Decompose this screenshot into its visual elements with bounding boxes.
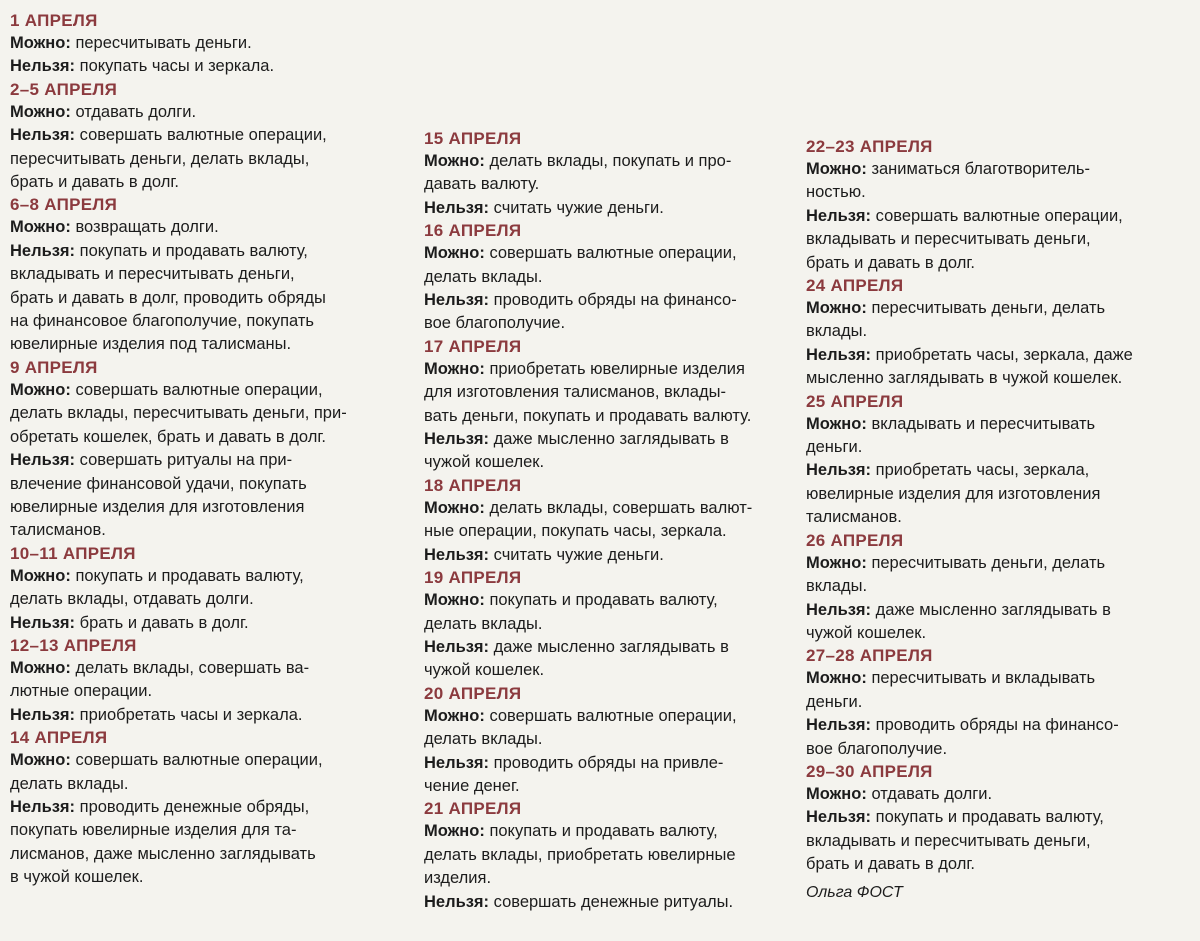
line-text: делать вклады, совершать ва- [75, 658, 310, 677]
line-text: отдавать долги. [871, 784, 993, 803]
forbidden-line [806, 483, 1170, 506]
line-text: покупать и продавать валюту, [79, 241, 308, 260]
author-signature: Ольга ФОСТ [806, 883, 903, 901]
forbidden-line [806, 344, 1170, 367]
allowed-line [806, 552, 1170, 575]
date-heading: 2–5 АПРЕЛЯ [10, 79, 118, 99]
date-entry [10, 543, 402, 635]
forbidden-line [10, 519, 402, 542]
date-entry [424, 475, 784, 567]
date-heading: 12–13 АПРЕЛЯ [10, 635, 137, 655]
line-text: пересчитывать и вкладывать [871, 669, 1096, 688]
line-text: пересчитывать деньги, делать вклады, [10, 149, 310, 168]
line-text: лисманов, даже мысленно заглядывать [10, 844, 316, 863]
allowed-line [806, 783, 1170, 806]
line-text: покупать и продавать валюту, [75, 566, 304, 585]
date-heading: 10–11 АПРЕЛЯ [10, 543, 136, 563]
date-entry [10, 79, 402, 195]
line-text: деньги. [806, 438, 863, 457]
line-text: проводить денежные обряды, [79, 797, 310, 816]
forbidden-label: Нельзя: [424, 753, 490, 772]
allowed-line [10, 379, 402, 402]
line-text: покупать ювелирные изделия для та- [10, 821, 297, 840]
allowed-label: Можно: [10, 34, 71, 52]
line-text: делать вклады. [424, 614, 543, 633]
line-text: пересчитывать деньги, делать [871, 299, 1106, 318]
line-text: изделия. [424, 869, 492, 888]
allowed-label: Можно: [806, 414, 867, 433]
forbidden-line [10, 866, 402, 889]
line-text: совершать валютные операции, [75, 751, 323, 770]
forbidden-line [806, 622, 1170, 645]
forbidden-line [424, 891, 784, 914]
allowed-line [424, 358, 784, 381]
column-2 [424, 128, 784, 914]
date-entry [424, 336, 784, 475]
line-text: совершать валютные операции, [75, 380, 323, 399]
line-text: давать валюту. [424, 175, 540, 194]
line-text: вкладывать и пересчитывать деньги, [806, 230, 1091, 249]
forbidden-line [424, 752, 784, 775]
forbidden-line [806, 830, 1170, 853]
allowed-line [10, 588, 402, 611]
line-text: совершать валютные операции, [79, 126, 327, 145]
date-entry [424, 220, 784, 336]
allowed-label: Можно: [10, 380, 71, 399]
forbidden-line [806, 806, 1170, 829]
line-text: вкладывать и пересчитывать деньги, [806, 831, 1091, 850]
allowed-line [10, 565, 402, 588]
column-3 [806, 136, 1170, 905]
allowed-line [424, 705, 784, 728]
date-heading: 22–23 АПРЕЛЯ [806, 137, 933, 156]
line-text: совершать валютные операции, [875, 206, 1123, 225]
forbidden-line [806, 459, 1170, 482]
line-text: вкладывать и пересчитывать [871, 414, 1096, 433]
line-text: вать деньги, покупать и продавать валюту. [424, 406, 752, 425]
allowed-line [424, 728, 784, 751]
line-text: ювелирные изделия для изготовления [10, 497, 305, 516]
forbidden-line [10, 819, 402, 842]
forbidden-line [10, 287, 402, 310]
allowed-label: Можно: [10, 102, 71, 121]
line-text: брать и давать в долг, проводить обряды [10, 288, 326, 307]
line-text: приобретать часы, зеркала, даже [875, 345, 1133, 364]
date-heading: 6–8 АПРЕЛЯ [10, 195, 118, 215]
forbidden-line [424, 544, 784, 567]
allowed-label: Можно: [10, 658, 71, 677]
allowed-line [424, 497, 784, 520]
line-text: покупать часы и зеркала. [79, 57, 275, 76]
line-text: совершать валютные операции, [489, 244, 737, 263]
forbidden-line [806, 599, 1170, 622]
line-text: для изготовления талисманов, вклады- [424, 383, 726, 402]
forbidden-label: Нельзя: [424, 291, 490, 310]
line-text: вкладывать и пересчитывать деньги, [10, 265, 295, 284]
date-entry [806, 761, 1170, 877]
forbidden-line [806, 853, 1170, 876]
allowed-line [424, 150, 784, 173]
line-text: покупать и продавать валюту, [489, 591, 718, 610]
line-text: даже мысленно заглядывать в [493, 637, 729, 656]
date-entry [806, 645, 1170, 761]
allowed-line [10, 426, 402, 449]
line-text: отдавать долги. [75, 102, 197, 121]
allowed-line [424, 266, 784, 289]
allowed-line [10, 749, 402, 772]
line-text: проводить обряды на привле- [493, 753, 724, 772]
forbidden-line [10, 263, 402, 286]
line-text: совершать валютные операции, [489, 706, 737, 725]
date-entry [424, 683, 784, 799]
forbidden-line [10, 843, 402, 866]
date-heading: 16 АПРЕЛЯ [424, 221, 522, 241]
allowed-line [10, 101, 402, 124]
line-text: чение денег. [424, 776, 520, 795]
forbidden-line [10, 612, 402, 635]
line-text: заниматься благотворитель- [871, 160, 1090, 178]
forbidden-line [10, 310, 402, 333]
line-text: делать вклады. [424, 267, 543, 286]
allowed-label: Можно: [424, 359, 485, 378]
allowed-line [806, 667, 1170, 690]
line-text: приобретать ювелирные изделия [489, 359, 745, 378]
forbidden-line [10, 796, 402, 819]
date-entry [10, 727, 402, 889]
line-text: даже мысленно заглядывать в [875, 600, 1111, 619]
forbidden-label: Нельзя: [806, 206, 872, 225]
allowed-label: Можно: [806, 299, 867, 318]
line-text: вое благополучие. [424, 314, 566, 333]
line-text: делать вклады. [10, 774, 129, 793]
allowed-label: Можно: [424, 152, 485, 170]
allowed-line [10, 773, 402, 796]
forbidden-label: Нельзя: [806, 716, 872, 735]
allowed-label: Можно: [10, 566, 71, 585]
date-heading: 17 АПРЕЛЯ [424, 336, 522, 356]
line-text: брать и давать в долг. [806, 253, 975, 272]
date-entry [424, 128, 784, 220]
line-text: чужой кошелек. [424, 661, 545, 680]
date-entry [806, 275, 1170, 391]
forbidden-line [424, 636, 784, 659]
forbidden-label: Нельзя: [10, 57, 76, 76]
line-text: ювелирные изделия под талисманы. [10, 335, 292, 354]
date-heading: 15 АПРЕЛЯ [424, 129, 522, 148]
line-text: приобретать часы, зеркала, [875, 461, 1090, 480]
forbidden-line [10, 148, 402, 171]
forbidden-line [10, 704, 402, 727]
allowed-line [10, 32, 402, 55]
date-heading: 27–28 АПРЕЛЯ [806, 646, 933, 666]
forbidden-line [806, 506, 1170, 529]
allowed-line [806, 320, 1170, 343]
date-entry [10, 194, 402, 356]
line-text: покупать и продавать валюту, [875, 808, 1104, 827]
line-text: делать вклады, отдавать долги. [10, 590, 254, 609]
line-text: возвращать долги. [75, 218, 219, 237]
date-heading: 18 АПРЕЛЯ [424, 475, 522, 495]
forbidden-line [10, 171, 402, 194]
allowed-line [424, 867, 784, 890]
allowed-line [10, 402, 402, 425]
forbidden-line [424, 659, 784, 682]
line-text: делать вклады, совершать валют- [489, 498, 753, 517]
allowed-line [806, 436, 1170, 459]
forbidden-label: Нельзя: [10, 797, 76, 816]
date-entry [806, 391, 1170, 530]
date-heading: 25 АПРЕЛЯ [806, 391, 904, 411]
line-text: вклады. [806, 322, 868, 341]
forbidden-line [10, 55, 402, 78]
allowed-line [806, 297, 1170, 320]
forbidden-line [424, 289, 784, 312]
line-text: вое благополучие. [806, 739, 948, 758]
forbidden-line [806, 228, 1170, 251]
forbidden-line [424, 428, 784, 451]
allowed-label: Можно: [424, 498, 485, 517]
line-text: ювелирные изделия для изготовления [806, 484, 1101, 503]
line-text: брать и давать в долг. [806, 855, 975, 874]
allowed-line [10, 216, 402, 239]
date-heading: 20 АПРЕЛЯ [424, 683, 522, 703]
line-text: вклады. [806, 577, 868, 596]
allowed-label: Можно: [806, 160, 867, 178]
date-entry [10, 357, 402, 543]
line-text: считать чужие деньги. [493, 198, 664, 217]
forbidden-line [10, 333, 402, 356]
forbidden-line [424, 775, 784, 798]
forbidden-label: Нельзя: [10, 451, 76, 470]
forbidden-label: Нельзя: [10, 126, 76, 145]
line-text: чужой кошелек. [806, 623, 927, 642]
line-text: делать вклады, приобретать ювелирные [424, 845, 736, 864]
allowed-line [806, 691, 1170, 714]
line-text: лютные операции. [10, 682, 153, 701]
forbidden-label: Нельзя: [424, 545, 490, 564]
forbidden-line [806, 714, 1170, 737]
line-text: проводить обряды на финансо- [875, 716, 1119, 735]
allowed-label: Можно: [424, 822, 485, 841]
line-text: обретать кошелек, брать и давать в долг. [10, 427, 326, 446]
forbidden-label: Нельзя: [424, 430, 490, 449]
forbidden-line [806, 738, 1170, 761]
date-heading: 9 АПРЕЛЯ [10, 357, 98, 377]
date-heading: 1 АПРЕЛЯ [10, 11, 98, 30]
line-text: даже мысленно заглядывать в [493, 430, 729, 449]
line-text: чужой кошелек. [424, 453, 545, 472]
line-text: делать вклады, покупать и про- [489, 152, 732, 170]
forbidden-label: Нельзя: [10, 241, 76, 260]
line-text: брать и давать в долг. [79, 613, 249, 632]
date-heading: 19 АПРЕЛЯ [424, 568, 522, 588]
allowed-label: Можно: [806, 784, 867, 803]
forbidden-label: Нельзя: [424, 198, 490, 217]
allowed-line [806, 575, 1170, 598]
line-text: ные операции, покупать часы, зеркала. [424, 522, 727, 541]
line-text: проводить обряды на финансо- [493, 291, 737, 310]
line-text: считать чужие деньги. [493, 545, 664, 564]
line-text: на финансовое благополучие, покупать [10, 312, 314, 331]
allowed-line [806, 181, 1170, 204]
allowed-line [424, 173, 784, 196]
allowed-label: Можно: [424, 244, 485, 263]
allowed-line [424, 520, 784, 543]
forbidden-line [10, 240, 402, 263]
line-text: делать вклады, пересчитывать деньги, при- [10, 404, 347, 423]
forbidden-line [424, 312, 784, 335]
date-entry [10, 10, 402, 79]
forbidden-label: Нельзя: [424, 637, 490, 656]
allowed-label: Можно: [10, 218, 71, 237]
allowed-label: Можно: [806, 669, 867, 688]
allowed-label: Можно: [10, 751, 71, 770]
forbidden-line [806, 367, 1170, 390]
line-text: влечение финансовой удачи, покупать [10, 474, 307, 493]
date-heading: 29–30 АПРЕЛЯ [806, 761, 933, 781]
forbidden-label: Нельзя: [806, 808, 872, 827]
line-text: деньги. [806, 692, 863, 711]
line-text: в чужой кошелек. [10, 868, 144, 887]
allowed-line [424, 589, 784, 612]
line-text: совершать ритуалы на при- [79, 451, 293, 470]
date-entry [10, 635, 402, 727]
date-heading: 24 АПРЕЛЯ [806, 276, 904, 296]
allowed-line [424, 613, 784, 636]
allowed-line [424, 844, 784, 867]
forbidden-line [424, 451, 784, 474]
allowed-line [806, 158, 1170, 181]
line-text: мысленно заглядывать в чужой кошелек. [806, 369, 1123, 388]
allowed-line [10, 680, 402, 703]
forbidden-label: Нельзя: [10, 705, 76, 724]
line-text: приобретать часы и зеркала. [79, 705, 303, 724]
line-text: ностью. [806, 183, 866, 202]
line-text: покупать и продавать валюту, [489, 822, 718, 841]
allowed-line [10, 657, 402, 680]
column-1 [10, 10, 402, 890]
line-text: брать и давать в долг. [10, 173, 179, 192]
allowed-label: Можно: [806, 553, 867, 572]
forbidden-label: Нельзя: [806, 345, 872, 364]
allowed-label: Можно: [424, 591, 485, 610]
forbidden-line [10, 496, 402, 519]
forbidden-line [10, 449, 402, 472]
forbidden-label: Нельзя: [806, 461, 872, 480]
allowed-label: Можно: [424, 706, 485, 725]
line-text: талисманов. [10, 521, 106, 540]
line-text: пересчитывать деньги. [75, 34, 252, 52]
line-text: совершать денежные ритуалы. [493, 892, 734, 911]
date-heading: 26 АПРЕЛЯ [806, 530, 904, 550]
date-heading: 21 АПРЕЛЯ [424, 799, 522, 819]
date-entry [806, 530, 1170, 646]
forbidden-line [10, 124, 402, 147]
allowed-line [424, 242, 784, 265]
forbidden-label: Нельзя: [10, 613, 76, 632]
forbidden-label: Нельзя: [806, 600, 872, 619]
date-entry [424, 798, 784, 914]
forbidden-line [806, 205, 1170, 228]
forbidden-line [10, 473, 402, 496]
forbidden-line [424, 197, 784, 220]
allowed-line [806, 413, 1170, 436]
forbidden-line [806, 252, 1170, 275]
line-text: делать вклады. [424, 730, 543, 749]
date-heading: 14 АПРЕЛЯ [10, 728, 108, 748]
allowed-line [424, 381, 784, 404]
date-entry [424, 567, 784, 683]
allowed-line [424, 820, 784, 843]
line-text: талисманов. [806, 508, 902, 527]
allowed-line [424, 405, 784, 428]
date-entry [806, 136, 1170, 275]
line-text: пересчитывать деньги, делать [871, 553, 1106, 572]
forbidden-label: Нельзя: [424, 892, 490, 911]
